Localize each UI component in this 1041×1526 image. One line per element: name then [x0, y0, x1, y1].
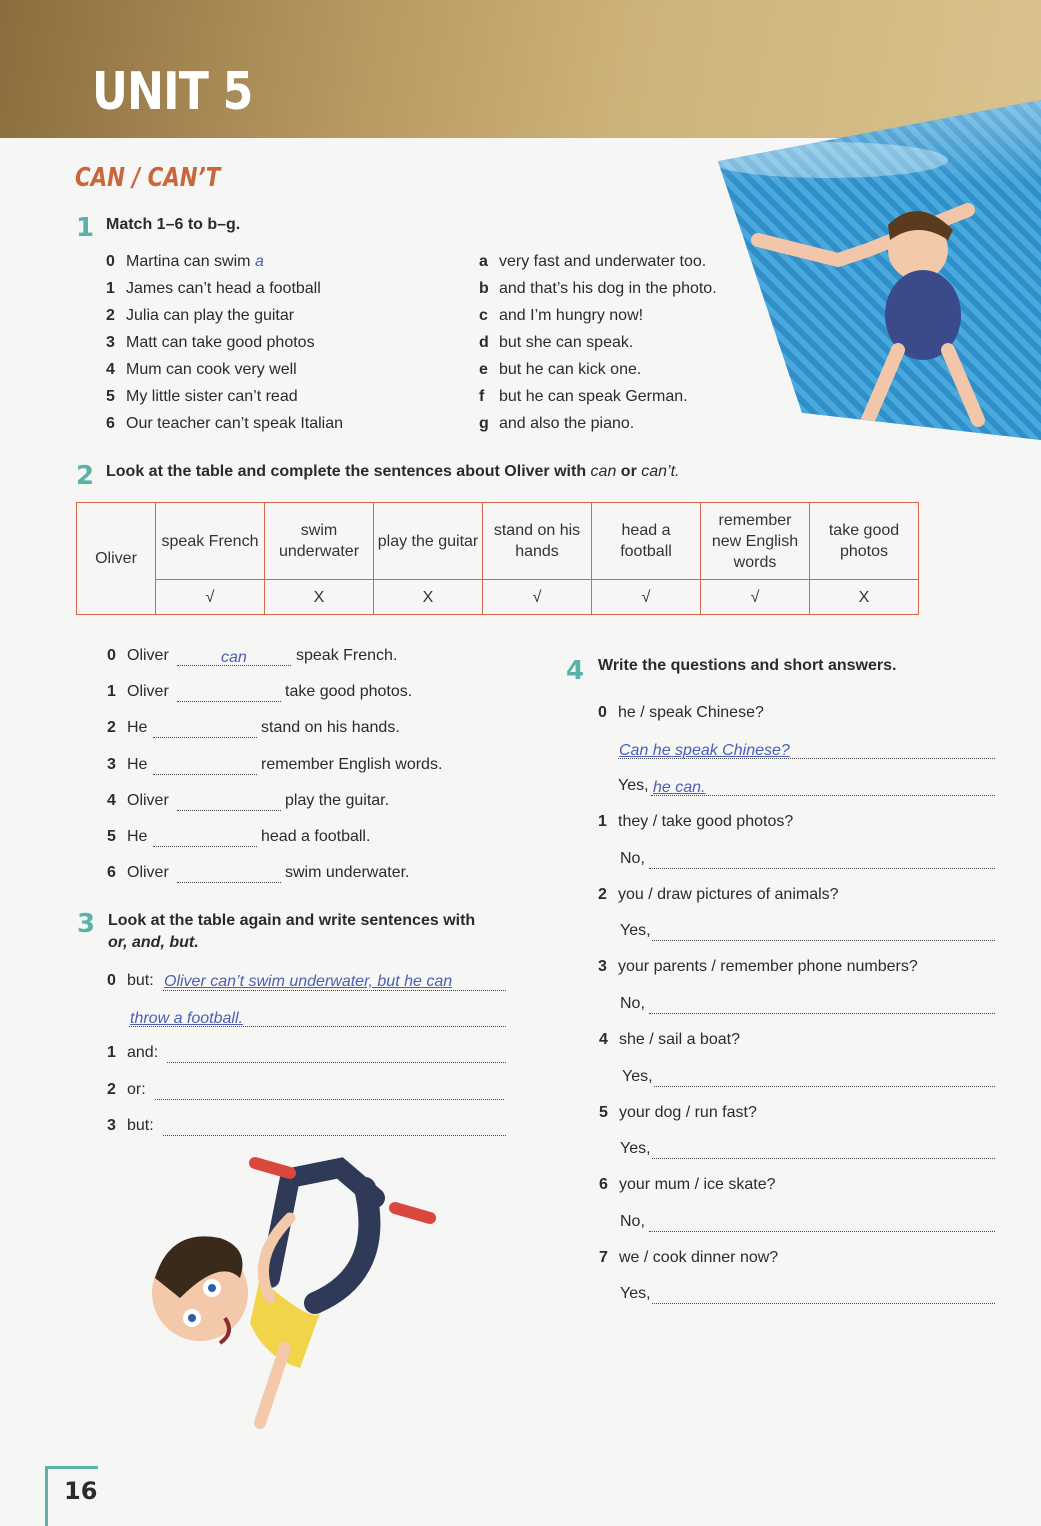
ex1-item-5: 5 My little sister can’t read	[106, 388, 298, 405]
table-header: speak French	[156, 503, 265, 580]
ex1-item-3: 3 Matt can take good photos	[106, 334, 315, 351]
ex4-reply-2: Yes,	[620, 922, 651, 939]
ex4-reply-blank-4[interactable]	[654, 1068, 995, 1087]
ex4-item-0: 0 he / speak Chinese?	[598, 704, 764, 721]
table-header: play the guitar	[374, 503, 483, 580]
ex3-blank-3[interactable]	[163, 1117, 506, 1136]
ex3-answer-0a: Oliver can’t swim underwater, but he can	[164, 973, 453, 990]
ex4-reply-0: Yes,	[618, 777, 649, 794]
ex2-rest-4: play the guitar.	[285, 792, 390, 809]
ex1-option-c: c and I’m hungry now!	[479, 307, 644, 324]
ex2-blank-5[interactable]	[153, 828, 257, 847]
ex4-reply-blank-2[interactable]	[652, 922, 995, 941]
table-mark: √	[701, 580, 810, 615]
exercise-4-instruction: Write the questions and short answers.	[598, 657, 897, 674]
ex4-reply-7: Yes,	[620, 1285, 651, 1302]
page-number: 16	[64, 1477, 98, 1505]
ex4-item-7: 7 we / cook dinner now?	[599, 1249, 779, 1266]
ex1-item-0: 0 Martina can swim a	[106, 253, 264, 270]
ex4-question-0: Can he speak Chinese?	[619, 742, 790, 759]
exercise-1-instruction: Match 1–6 to b–g.	[106, 216, 241, 233]
ex4-item-5: 5 your dog / run fast?	[599, 1104, 757, 1121]
ex4-reply-blank-1[interactable]	[649, 850, 995, 869]
ex4-item-2: 2 you / draw pictures of animals?	[598, 886, 839, 903]
exercise-3-number: 3	[77, 909, 96, 939]
ex3-item-3: 3 but:	[107, 1117, 154, 1134]
ex4-item-3: 3 your parents / remember phone numbers?	[598, 958, 918, 975]
ex3-blank-1[interactable]	[167, 1044, 506, 1063]
ex3-item-1: 1 and:	[107, 1044, 159, 1061]
unit-title: UNIT 5	[92, 62, 253, 122]
ex2-item-5: 5 He	[107, 828, 148, 845]
ex4-reply-4: Yes,	[622, 1068, 653, 1085]
ex4-item-1: 1 they / take good photos?	[598, 813, 794, 830]
ex1-option-a: a very fast and underwater too.	[479, 253, 707, 270]
ex2-answer-0: can	[221, 649, 247, 666]
exercise-2-instruction: Look at the table and complete the sentences about Oliver with can or can’t.	[106, 463, 680, 480]
table-mark: X	[810, 580, 919, 615]
page-number-box	[45, 1466, 98, 1526]
swimming-girl-photo	[718, 100, 1041, 440]
ex4-reply-3: No,	[620, 995, 645, 1012]
table-mark: √	[156, 580, 265, 615]
ex3-answer-0b: throw a football.	[130, 1010, 243, 1027]
table-mark: X	[374, 580, 483, 615]
ex3-item-0: 0 but:	[107, 972, 154, 989]
table-header: take good photos	[810, 503, 919, 580]
ex4-reply-answer-0: he can.	[653, 779, 706, 796]
ex2-rest-3: remember English words.	[261, 756, 443, 773]
ex1-item-1: 1 James can’t head a football	[106, 280, 321, 297]
ex1-option-g: g and also the piano.	[479, 415, 635, 432]
ex4-reply-blank-6[interactable]	[649, 1213, 995, 1232]
ex2-item-3: 3 He	[107, 756, 148, 773]
ex2-item-6: 6 Oliver	[107, 864, 169, 881]
ex1-item-2: 2 Julia can play the guitar	[106, 307, 295, 324]
ex2-blank-2[interactable]	[153, 719, 257, 738]
ex2-blank-1[interactable]	[177, 683, 281, 702]
exercise-3-instruction-line2: or, and, but.	[108, 934, 199, 951]
ex2-rest-1: take good photos.	[285, 683, 413, 700]
ex1-option-e: e but he can kick one.	[479, 361, 642, 378]
ex2-blank-6[interactable]	[177, 864, 281, 883]
ex4-reply-blank-7[interactable]	[652, 1285, 995, 1304]
ex2-item-1: 1 Oliver	[107, 683, 169, 700]
ex2-rest-0: speak French.	[296, 647, 398, 664]
ex1-option-b: b and that’s his dog in the photo.	[479, 280, 717, 297]
section-title: CAN / CAN’T	[75, 163, 221, 193]
ex4-reply-5: Yes,	[620, 1140, 651, 1157]
ex2-blank-3[interactable]	[153, 756, 257, 775]
ex2-blank-4[interactable]	[177, 792, 281, 811]
table-mark: X	[265, 580, 374, 615]
ex2-rest-2: stand on his hands.	[261, 719, 400, 736]
table-mark: √	[483, 580, 592, 615]
ex3-blank-2[interactable]	[155, 1081, 504, 1100]
ex1-option-f: f but he can speak German.	[479, 388, 688, 405]
exercise-1-number: 1	[76, 213, 95, 243]
handstand-boy-illustration	[140, 1148, 450, 1448]
ex2-item-0: 0 Oliver	[107, 647, 169, 664]
exercise-4-number: 4	[566, 656, 585, 686]
abilities-table	[76, 502, 919, 615]
table-header: head a football	[592, 503, 701, 580]
ex4-reply-6: No,	[620, 1213, 645, 1230]
ex1-item-4: 4 Mum can cook very well	[106, 361, 297, 378]
ex4-reply-blank-3[interactable]	[649, 995, 995, 1014]
ex4-item-4: 4 she / sail a boat?	[599, 1031, 740, 1048]
ex2-rest-6: swim underwater.	[285, 864, 410, 881]
table-header: swim underwater	[265, 503, 374, 580]
ex2-rest-5: head a football.	[261, 828, 371, 845]
exercise-3-instruction-line1: Look at the table again and write sentences with	[108, 912, 476, 929]
ex4-reply-blank-5[interactable]	[652, 1140, 995, 1159]
table-header: stand on his hands	[483, 503, 592, 580]
ex4-reply-1: No,	[620, 850, 645, 867]
ex3-item-2: 2 or:	[107, 1081, 146, 1098]
exercise-2-number: 2	[76, 461, 95, 491]
ex1-option-d: d but she can speak.	[479, 334, 634, 351]
ex2-item-4: 4 Oliver	[107, 792, 169, 809]
ex2-item-2: 2 He	[107, 719, 148, 736]
ex1-item-6: 6 Our teacher can’t speak Italian	[106, 415, 344, 432]
ex4-item-6: 6 your mum / ice skate?	[599, 1176, 776, 1193]
table-header: remember new English words	[701, 503, 810, 580]
table-row-label: Oliver	[77, 503, 156, 615]
table-mark: √	[592, 580, 701, 615]
ex1-answer-0: a	[254, 253, 264, 270]
